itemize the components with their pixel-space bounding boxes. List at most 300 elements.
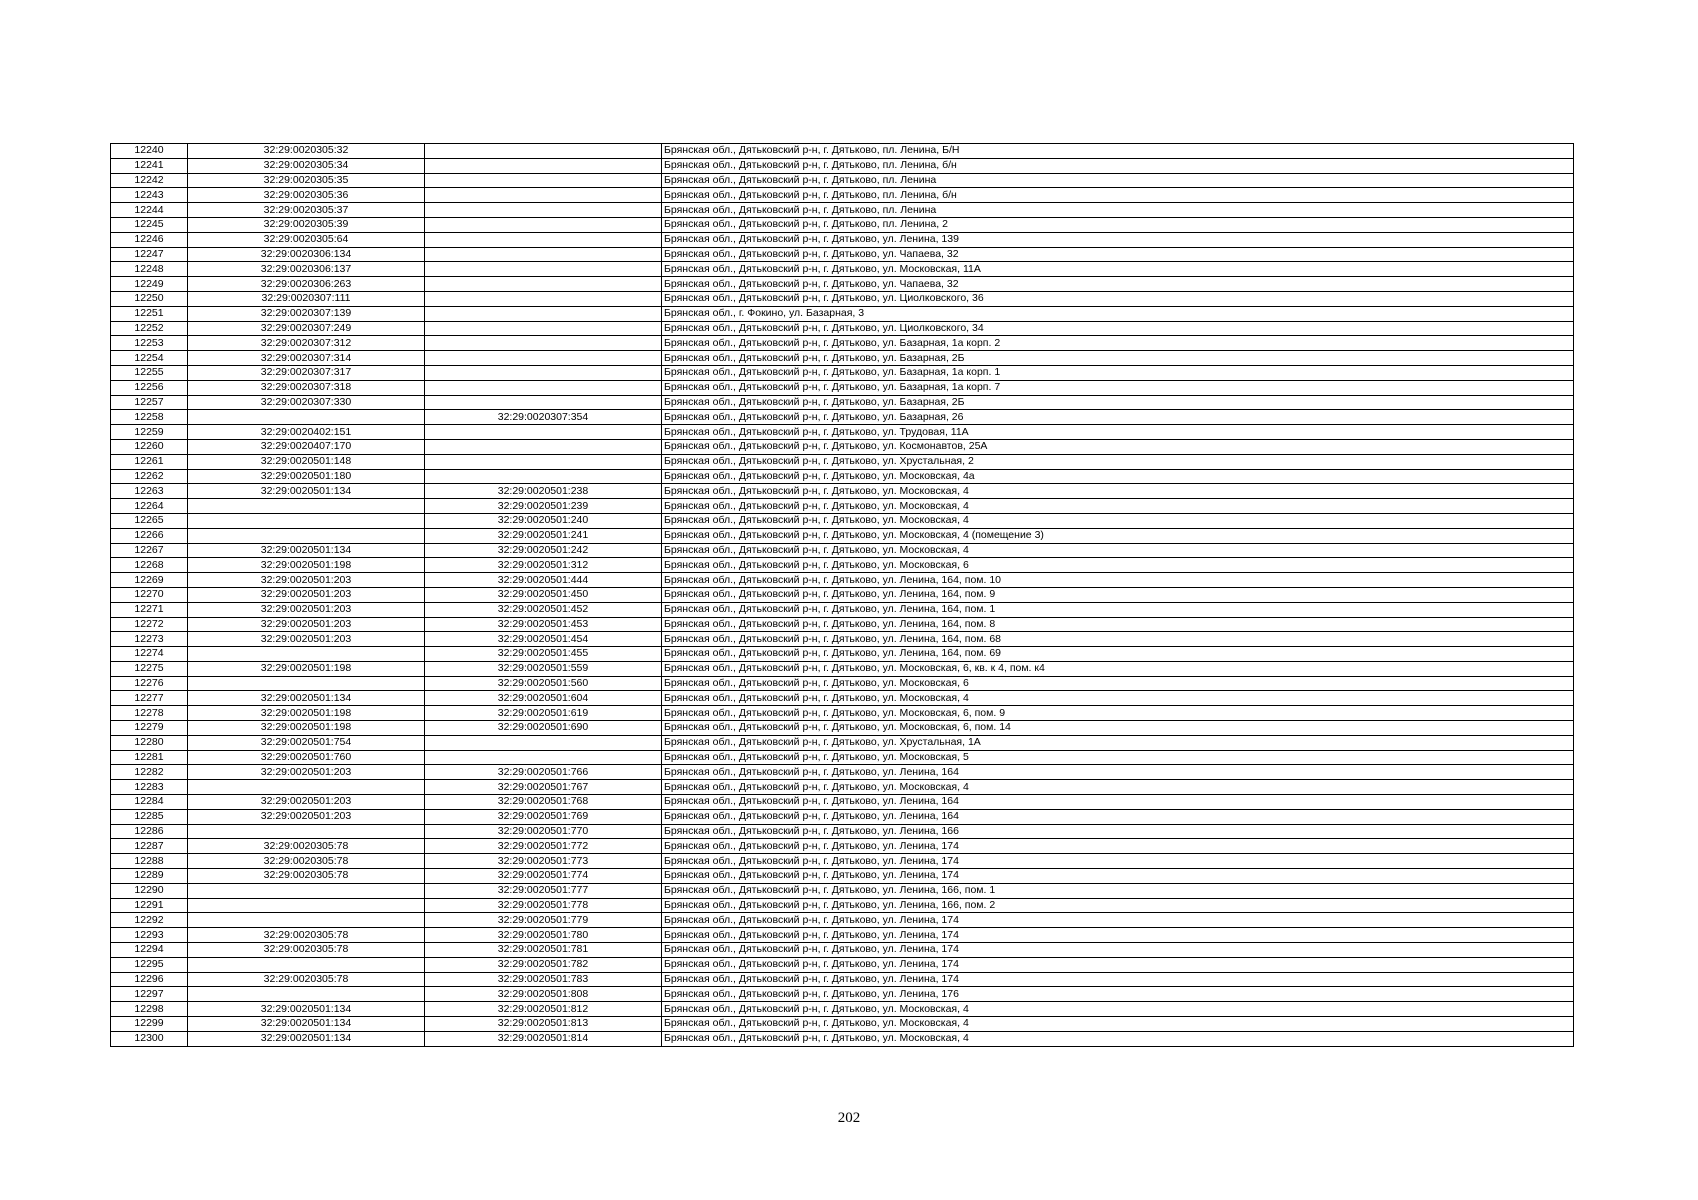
row-number-cell: 12279 [111, 721, 188, 736]
row-number-cell: 12246 [111, 232, 188, 247]
cadastral-number-cell: 32:29:0020501:134 [188, 1031, 425, 1046]
related-cadastral-number-cell: 32:29:0020501:240 [425, 513, 662, 528]
cadastral-number-cell: 32:29:0020307:111 [188, 291, 425, 306]
related-cadastral-number-cell [425, 750, 662, 765]
address-cell: Брянская обл., Дятьковский р-н, г. Дятьково, ул. Базарная, 2Б [662, 351, 1574, 366]
row-number-cell: 12296 [111, 972, 188, 987]
table-row [111, 587, 1574, 602]
address-cell: Брянская обл., Дятьковский р-н, г. Дятьково, ул. Московская, 4 [662, 499, 1574, 514]
cadastral-number-cell: 32:29:0020306:134 [188, 247, 425, 262]
cadastral-number-cell: 32:29:0020305:78 [188, 943, 425, 958]
cadastral-number-cell: 32:29:0020307:249 [188, 321, 425, 336]
table-row [111, 173, 1574, 188]
address-cell: Брянская обл., Дятьковский р-н, г. Дятьково, пл. Ленина, 2 [662, 217, 1574, 232]
related-cadastral-number-cell [425, 144, 662, 159]
address-cell: Брянская обл., Дятьковский р-н, г. Дятьково, ул. Ленина, 174 [662, 869, 1574, 884]
address-cell: Брянская обл., Дятьковский р-н, г. Дятьково, ул. Московская, 5 [662, 750, 1574, 765]
row-number-cell: 12280 [111, 735, 188, 750]
cadastral-number-cell: 32:29:0020307:139 [188, 306, 425, 321]
table-row [111, 365, 1574, 380]
table-row [111, 750, 1574, 765]
table-row [111, 425, 1574, 440]
row-number-cell: 12254 [111, 351, 188, 366]
table-row [111, 869, 1574, 884]
address-cell: Брянская обл., Дятьковский р-н, г. Дятьково, ул. Ленина, 164, пом. 69 [662, 647, 1574, 662]
table-row [111, 854, 1574, 869]
table-row [111, 351, 1574, 366]
table-row [111, 1002, 1574, 1017]
cadastral-number-cell: 32:29:0020501:180 [188, 469, 425, 484]
table-row [111, 883, 1574, 898]
table-row [111, 824, 1574, 839]
row-number-cell: 12274 [111, 647, 188, 662]
related-cadastral-number-cell [425, 395, 662, 410]
cadastral-number-cell: 32:29:0020501:203 [188, 602, 425, 617]
address-cell: Брянская обл., Дятьковский р-н, г. Дятьково, ул. Базарная, 1а корп. 2 [662, 336, 1574, 351]
row-number-cell: 12284 [111, 795, 188, 810]
address-cell: Брянская обл., Дятьковский р-н, г. Дятьково, ул. Ленина, 174 [662, 839, 1574, 854]
row-number-cell: 12281 [111, 750, 188, 765]
cadastral-number-cell: 32:29:0020501:198 [188, 721, 425, 736]
related-cadastral-number-cell: 32:29:0020501:781 [425, 943, 662, 958]
related-cadastral-number-cell [425, 380, 662, 395]
cadastral-number-cell: 32:29:0020307:318 [188, 380, 425, 395]
cadastral-number-cell [188, 528, 425, 543]
related-cadastral-number-cell: 32:29:0020501:559 [425, 661, 662, 676]
address-cell: Брянская обл., Дятьковский р-н, г. Дятьково, ул. Чапаева, 32 [662, 277, 1574, 292]
row-number-cell: 12298 [111, 1002, 188, 1017]
related-cadastral-number-cell: 32:29:0020501:454 [425, 632, 662, 647]
table-row [111, 262, 1574, 277]
cadastral-number-cell [188, 883, 425, 898]
cadastral-number-cell: 32:29:0020501:198 [188, 706, 425, 721]
address-cell: Брянская обл., Дятьковский р-н, г. Дятьково, пл. Ленина, Б/Н [662, 144, 1574, 159]
address-cell: Брянская обл., Дятьковский р-н, г. Дятьково, ул. Московская, 4 [662, 543, 1574, 558]
row-number-cell: 12295 [111, 957, 188, 972]
table-row [111, 573, 1574, 588]
cadastral-number-cell: 32:29:0020305:39 [188, 217, 425, 232]
related-cadastral-number-cell: 32:29:0020501:238 [425, 484, 662, 499]
row-number-cell: 12294 [111, 943, 188, 958]
row-number-cell: 12245 [111, 217, 188, 232]
related-cadastral-number-cell: 32:29:0020501:768 [425, 795, 662, 810]
related-cadastral-number-cell [425, 158, 662, 173]
related-cadastral-number-cell: 32:29:0020501:777 [425, 883, 662, 898]
related-cadastral-number-cell [425, 469, 662, 484]
table-row [111, 765, 1574, 780]
address-cell: Брянская обл., Дятьковский р-н, г. Дятьково, ул. Московская, 6, пом. 14 [662, 721, 1574, 736]
related-cadastral-number-cell [425, 217, 662, 232]
related-cadastral-number-cell: 32:29:0020501:690 [425, 721, 662, 736]
registry-table [110, 143, 1574, 1047]
related-cadastral-number-cell [425, 351, 662, 366]
row-number-cell: 12261 [111, 454, 188, 469]
table-row [111, 203, 1574, 218]
related-cadastral-number-cell: 32:29:0020501:444 [425, 573, 662, 588]
address-cell: Брянская обл., г. Фокино, ул. Базарная, 3 [662, 306, 1574, 321]
row-number-cell: 12283 [111, 780, 188, 795]
cadastral-number-cell [188, 913, 425, 928]
table-row [111, 217, 1574, 232]
related-cadastral-number-cell [425, 262, 662, 277]
row-number-cell: 12240 [111, 144, 188, 159]
row-number-cell: 12259 [111, 425, 188, 440]
table-row [111, 647, 1574, 662]
address-cell: Брянская обл., Дятьковский р-н, г. Дятьково, ул. Базарная, 1а корп. 1 [662, 365, 1574, 380]
table-row [111, 602, 1574, 617]
row-number-cell: 12290 [111, 883, 188, 898]
cadastral-number-cell: 32:29:0020501:203 [188, 617, 425, 632]
address-cell: Брянская обл., Дятьковский р-н, г. Дятьково, ул. Ленина, 164, пом. 8 [662, 617, 1574, 632]
cadastral-number-cell [188, 676, 425, 691]
cadastral-number-cell: 32:29:0020501:148 [188, 454, 425, 469]
address-cell: Брянская обл., Дятьковский р-н, г. Дятьково, ул. Ленина, 164, пом. 10 [662, 573, 1574, 588]
cadastral-number-cell: 32:29:0020305:34 [188, 158, 425, 173]
row-number-cell: 12273 [111, 632, 188, 647]
related-cadastral-number-cell: 32:29:0020501:778 [425, 898, 662, 913]
row-number-cell: 12285 [111, 809, 188, 824]
related-cadastral-number-cell: 32:29:0020501:773 [425, 854, 662, 869]
related-cadastral-number-cell [425, 336, 662, 351]
cadastral-number-cell: 32:29:0020306:263 [188, 277, 425, 292]
row-number-cell: 12258 [111, 410, 188, 425]
address-cell: Брянская обл., Дятьковский р-н, г. Дятьково, ул. Ленина, 164, пом. 68 [662, 632, 1574, 647]
related-cadastral-number-cell [425, 425, 662, 440]
cadastral-number-cell: 32:29:0020307:317 [188, 365, 425, 380]
address-cell: Брянская обл., Дятьковский р-н, г. Дятьково, ул. Ленина, 164, пом. 9 [662, 587, 1574, 602]
address-cell: Брянская обл., Дятьковский р-н, г. Дятьково, ул. Хрустальная, 2 [662, 454, 1574, 469]
row-number-cell: 12252 [111, 321, 188, 336]
cadastral-number-cell: 32:29:0020305:78 [188, 854, 425, 869]
table-row [111, 721, 1574, 736]
row-number-cell: 12266 [111, 528, 188, 543]
cadastral-number-cell: 32:29:0020501:198 [188, 558, 425, 573]
cadastral-number-cell: 32:29:0020305:35 [188, 173, 425, 188]
related-cadastral-number-cell [425, 247, 662, 262]
row-number-cell: 12276 [111, 676, 188, 691]
table-row [111, 395, 1574, 410]
table-row [111, 513, 1574, 528]
table-row [111, 691, 1574, 706]
row-number-cell: 12292 [111, 913, 188, 928]
address-cell: Брянская обл., Дятьковский р-н, г. Дятьково, ул. Московская, 4 (помещение 3) [662, 528, 1574, 543]
address-cell: Брянская обл., Дятьковский р-н, г. Дятьково, ул. Ленина, 164, пом. 1 [662, 602, 1574, 617]
page-number: 202 [837, 1110, 861, 1126]
table-row [111, 439, 1574, 454]
related-cadastral-number-cell: 32:29:0020501:779 [425, 913, 662, 928]
table-row [111, 676, 1574, 691]
row-number-cell: 12253 [111, 336, 188, 351]
table-row [111, 528, 1574, 543]
related-cadastral-number-cell: 32:29:0020501:453 [425, 617, 662, 632]
row-number-cell: 12256 [111, 380, 188, 395]
row-number-cell: 12247 [111, 247, 188, 262]
cadastral-number-cell: 32:29:0020407:170 [188, 439, 425, 454]
related-cadastral-number-cell [425, 173, 662, 188]
related-cadastral-number-cell: 32:29:0020501:560 [425, 676, 662, 691]
cadastral-number-cell [188, 957, 425, 972]
address-cell: Брянская обл., Дятьковский р-н, г. Дятьково, ул. Ленина, 166 [662, 824, 1574, 839]
table-row [111, 795, 1574, 810]
cadastral-number-cell: 32:29:0020305:37 [188, 203, 425, 218]
table-row [111, 632, 1574, 647]
related-cadastral-number-cell: 32:29:0020501:812 [425, 1002, 662, 1017]
cadastral-number-cell: 32:29:0020307:314 [188, 351, 425, 366]
related-cadastral-number-cell [425, 277, 662, 292]
table-row [111, 957, 1574, 972]
table-row [111, 277, 1574, 292]
table-row [111, 291, 1574, 306]
address-cell: Брянская обл., Дятьковский р-н, г. Дятьково, ул. Московская, 4 [662, 780, 1574, 795]
table-row [111, 306, 1574, 321]
address-cell: Брянская обл., Дятьковский р-н, г. Дятьково, ул. Трудовая, 11А [662, 425, 1574, 440]
related-cadastral-number-cell [425, 321, 662, 336]
cadastral-number-cell: 32:29:0020305:32 [188, 144, 425, 159]
cadastral-number-cell: 32:29:0020501:134 [188, 691, 425, 706]
related-cadastral-number-cell: 32:29:0020501:241 [425, 528, 662, 543]
table-row [111, 499, 1574, 514]
table-row [111, 1031, 1574, 1046]
related-cadastral-number-cell [425, 291, 662, 306]
cadastral-number-cell: 32:29:0020501:134 [188, 543, 425, 558]
table-row [111, 943, 1574, 958]
cadastral-number-cell: 32:29:0020305:78 [188, 839, 425, 854]
table-row [111, 188, 1574, 203]
related-cadastral-number-cell [425, 232, 662, 247]
row-number-cell: 12287 [111, 839, 188, 854]
address-cell: Брянская обл., Дятьковский р-н, г. Дятьково, ул. Московская, 6 [662, 558, 1574, 573]
table-row [111, 247, 1574, 262]
cadastral-number-cell [188, 647, 425, 662]
related-cadastral-number-cell: 32:29:0020501:239 [425, 499, 662, 514]
cadastral-number-cell: 32:29:0020306:137 [188, 262, 425, 277]
related-cadastral-number-cell: 32:29:0020501:772 [425, 839, 662, 854]
address-cell: Брянская обл., Дятьковский р-н, г. Дятьково, ул. Московская, 4а [662, 469, 1574, 484]
table-row [111, 454, 1574, 469]
cadastral-number-cell [188, 410, 425, 425]
address-cell: Брянская обл., Дятьковский р-н, г. Дятьково, ул. Московская, 6, пом. 9 [662, 706, 1574, 721]
table-row [111, 232, 1574, 247]
related-cadastral-number-cell: 32:29:0020501:769 [425, 809, 662, 824]
row-number-cell: 12293 [111, 928, 188, 943]
cadastral-number-cell: 32:29:0020501:203 [188, 632, 425, 647]
row-number-cell: 12268 [111, 558, 188, 573]
address-cell: Брянская обл., Дятьковский р-н, г. Дятьково, ул. Московская, 4 [662, 1002, 1574, 1017]
cadastral-number-cell: 32:29:0020305:78 [188, 928, 425, 943]
row-number-cell: 12289 [111, 869, 188, 884]
address-cell: Брянская обл., Дятьковский р-н, г. Дятьково, ул. Московская, 4 [662, 1031, 1574, 1046]
row-number-cell: 12249 [111, 277, 188, 292]
row-number-cell: 12300 [111, 1031, 188, 1046]
cadastral-number-cell [188, 824, 425, 839]
address-cell: Брянская обл., Дятьковский р-н, г. Дятьково, ул. Чапаева, 32 [662, 247, 1574, 262]
table-row [111, 839, 1574, 854]
address-cell: Брянская обл., Дятьковский р-н, г. Дятьково, ул. Ленина, 174 [662, 957, 1574, 972]
cadastral-number-cell: 32:29:0020501:203 [188, 809, 425, 824]
address-cell: Брянская обл., Дятьковский р-н, г. Дятьково, ул. Ленина, 164 [662, 795, 1574, 810]
related-cadastral-number-cell: 32:29:0020501:814 [425, 1031, 662, 1046]
table-row [111, 928, 1574, 943]
table-row [111, 1017, 1574, 1032]
address-cell: Брянская обл., Дятьковский р-н, г. Дятьково, ул. Хрустальная, 1А [662, 735, 1574, 750]
table-row [111, 987, 1574, 1002]
address-cell: Брянская обл., Дятьковский р-н, г. Дятьково, ул. Ленина, 174 [662, 972, 1574, 987]
address-cell: Брянская обл., Дятьковский р-н, г. Дятьково, пл. Ленина, б/н [662, 158, 1574, 173]
address-cell: Брянская обл., Дятьковский р-н, г. Дятьково, пл. Ленина [662, 203, 1574, 218]
address-cell: Брянская обл., Дятьковский р-н, г. Дятьково, ул. Базарная, 2Б [662, 395, 1574, 410]
row-number-cell: 12278 [111, 706, 188, 721]
cadastral-number-cell: 32:29:0020501:203 [188, 795, 425, 810]
cadastral-number-cell: 32:29:0020307:312 [188, 336, 425, 351]
related-cadastral-number-cell: 32:29:0020501:450 [425, 587, 662, 602]
address-cell: Брянская обл., Дятьковский р-н, г. Дятьково, ул. Ленина, 164 [662, 809, 1574, 824]
row-number-cell: 12262 [111, 469, 188, 484]
table-row [111, 972, 1574, 987]
row-number-cell: 12251 [111, 306, 188, 321]
cadastral-number-cell: 32:29:0020501:198 [188, 661, 425, 676]
address-cell: Брянская обл., Дятьковский р-н, г. Дятьково, ул. Московская, 4 [662, 1017, 1574, 1032]
address-cell: Брянская обл., Дятьковский р-н, г. Дятьково, ул. Ленина, 174 [662, 928, 1574, 943]
related-cadastral-number-cell [425, 188, 662, 203]
row-number-cell: 12264 [111, 499, 188, 514]
cadastral-number-cell: 32:29:0020307:330 [188, 395, 425, 410]
cadastral-number-cell [188, 987, 425, 1002]
row-number-cell: 12250 [111, 291, 188, 306]
related-cadastral-number-cell: 32:29:0020501:312 [425, 558, 662, 573]
row-number-cell: 12265 [111, 513, 188, 528]
cadastral-number-cell: 32:29:0020501:203 [188, 573, 425, 588]
related-cadastral-number-cell [425, 306, 662, 321]
address-cell: Брянская обл., Дятьковский р-н, г. Дятьково, ул. Московская, 4 [662, 513, 1574, 528]
cadastral-number-cell: 32:29:0020501:134 [188, 1002, 425, 1017]
row-number-cell: 12291 [111, 898, 188, 913]
cadastral-number-cell: 32:29:0020501:134 [188, 1017, 425, 1032]
related-cadastral-number-cell: 32:29:0020501:782 [425, 957, 662, 972]
row-number-cell: 12275 [111, 661, 188, 676]
address-cell: Брянская обл., Дятьковский р-н, г. Дятьково, ул. Ленина, 174 [662, 854, 1574, 869]
related-cadastral-number-cell: 32:29:0020501:619 [425, 706, 662, 721]
registry-table-body [111, 144, 1574, 1047]
address-cell: Брянская обл., Дятьковский р-н, г. Дятьково, ул. Базарная, 26 [662, 410, 1574, 425]
row-number-cell: 12297 [111, 987, 188, 1002]
related-cadastral-number-cell: 32:29:0020501:455 [425, 647, 662, 662]
related-cadastral-number-cell: 32:29:0020501:452 [425, 602, 662, 617]
cadastral-number-cell: 32:29:0020501:203 [188, 765, 425, 780]
related-cadastral-number-cell: 32:29:0020501:770 [425, 824, 662, 839]
related-cadastral-number-cell [425, 439, 662, 454]
cadastral-number-cell: 32:29:0020305:78 [188, 972, 425, 987]
related-cadastral-number-cell: 32:29:0020307:354 [425, 410, 662, 425]
row-number-cell: 12243 [111, 188, 188, 203]
table-row [111, 913, 1574, 928]
related-cadastral-number-cell: 32:29:0020501:242 [425, 543, 662, 558]
table-row [111, 158, 1574, 173]
cadastral-number-cell [188, 513, 425, 528]
address-cell: Брянская обл., Дятьковский р-н, г. Дятьково, ул. Циолковского, 36 [662, 291, 1574, 306]
row-number-cell: 12242 [111, 173, 188, 188]
row-number-cell: 12263 [111, 484, 188, 499]
related-cadastral-number-cell: 32:29:0020501:808 [425, 987, 662, 1002]
table-row [111, 144, 1574, 159]
address-cell: Брянская обл., Дятьковский р-н, г. Дятьково, ул. Московская, 11А [662, 262, 1574, 277]
cadastral-number-cell [188, 780, 425, 795]
address-cell: Брянская обл., Дятьковский р-н, г. Дятьково, ул. Московская, 4 [662, 484, 1574, 499]
cadastral-number-cell: 32:29:0020501:754 [188, 735, 425, 750]
address-cell: Брянская обл., Дятьковский р-н, г. Дятьково, ул. Ленина, 164 [662, 765, 1574, 780]
address-cell: Брянская обл., Дятьковский р-н, г. Дятьково, пл. Ленина [662, 173, 1574, 188]
related-cadastral-number-cell: 32:29:0020501:774 [425, 869, 662, 884]
table-row [111, 484, 1574, 499]
table-row [111, 735, 1574, 750]
cadastral-number-cell [188, 499, 425, 514]
row-number-cell: 12269 [111, 573, 188, 588]
related-cadastral-number-cell: 32:29:0020501:767 [425, 780, 662, 795]
row-number-cell: 12299 [111, 1017, 188, 1032]
cadastral-number-cell [188, 898, 425, 913]
related-cadastral-number-cell: 32:29:0020501:783 [425, 972, 662, 987]
address-cell: Брянская обл., Дятьковский р-н, г. Дятьково, ул. Базарная, 1а корп. 7 [662, 380, 1574, 395]
related-cadastral-number-cell [425, 454, 662, 469]
cadastral-number-cell: 32:29:0020305:64 [188, 232, 425, 247]
row-number-cell: 12286 [111, 824, 188, 839]
table-row [111, 661, 1574, 676]
row-number-cell: 12282 [111, 765, 188, 780]
table-row [111, 543, 1574, 558]
cadastral-number-cell: 32:29:0020501:760 [188, 750, 425, 765]
row-number-cell: 12257 [111, 395, 188, 410]
address-cell: Брянская обл., Дятьковский р-н, г. Дятьково, ул. Космонавтов, 25А [662, 439, 1574, 454]
row-number-cell: 12241 [111, 158, 188, 173]
table-row [111, 469, 1574, 484]
address-cell: Брянская обл., Дятьковский р-н, г. Дятьково, ул. Ленина, 166, пом. 1 [662, 883, 1574, 898]
cadastral-number-cell: 32:29:0020305:78 [188, 869, 425, 884]
row-number-cell: 12255 [111, 365, 188, 380]
address-cell: Брянская обл., Дятьковский р-н, г. Дятьково, ул. Ленина, 174 [662, 913, 1574, 928]
row-number-cell: 12260 [111, 439, 188, 454]
row-number-cell: 12270 [111, 587, 188, 602]
table-row [111, 336, 1574, 351]
row-number-cell: 12248 [111, 262, 188, 277]
related-cadastral-number-cell: 32:29:0020501:766 [425, 765, 662, 780]
related-cadastral-number-cell [425, 203, 662, 218]
table-row [111, 780, 1574, 795]
table-row [111, 410, 1574, 425]
row-number-cell: 12272 [111, 617, 188, 632]
cadastral-number-cell: 32:29:0020501:134 [188, 484, 425, 499]
cadastral-number-cell: 32:29:0020501:203 [188, 587, 425, 602]
address-cell: Брянская обл., Дятьковский р-н, г. Дятьково, ул. Ленина, 176 [662, 987, 1574, 1002]
row-number-cell: 12244 [111, 203, 188, 218]
address-cell: Брянская обл., Дятьковский р-н, г. Дятьково, ул. Московская, 6, кв. к 4, пом. к4 [662, 661, 1574, 676]
related-cadastral-number-cell [425, 735, 662, 750]
address-cell: Брянская обл., Дятьковский р-н, г. Дятьково, пл. Ленина, б/н [662, 188, 1574, 203]
row-number-cell: 12277 [111, 691, 188, 706]
table-row [111, 321, 1574, 336]
table-row [111, 380, 1574, 395]
address-cell: Брянская обл., Дятьковский р-н, г. Дятьково, ул. Ленина, 166, пом. 2 [662, 898, 1574, 913]
address-cell: Брянская обл., Дятьковский р-н, г. Дятьково, ул. Московская, 6 [662, 676, 1574, 691]
table-row [111, 558, 1574, 573]
table-row [111, 617, 1574, 632]
address-cell: Брянская обл., Дятьковский р-н, г. Дятьково, ул. Циолковского, 34 [662, 321, 1574, 336]
related-cadastral-number-cell: 32:29:0020501:813 [425, 1017, 662, 1032]
related-cadastral-number-cell: 32:29:0020501:780 [425, 928, 662, 943]
address-cell: Брянская обл., Дятьковский р-н, г. Дятьково, ул. Ленина, 174 [662, 943, 1574, 958]
address-cell: Брянская обл., Дятьковский р-н, г. Дятьково, ул. Московская, 4 [662, 691, 1574, 706]
cadastral-number-cell: 32:29:0020305:36 [188, 188, 425, 203]
row-number-cell: 12288 [111, 854, 188, 869]
table-row [111, 898, 1574, 913]
